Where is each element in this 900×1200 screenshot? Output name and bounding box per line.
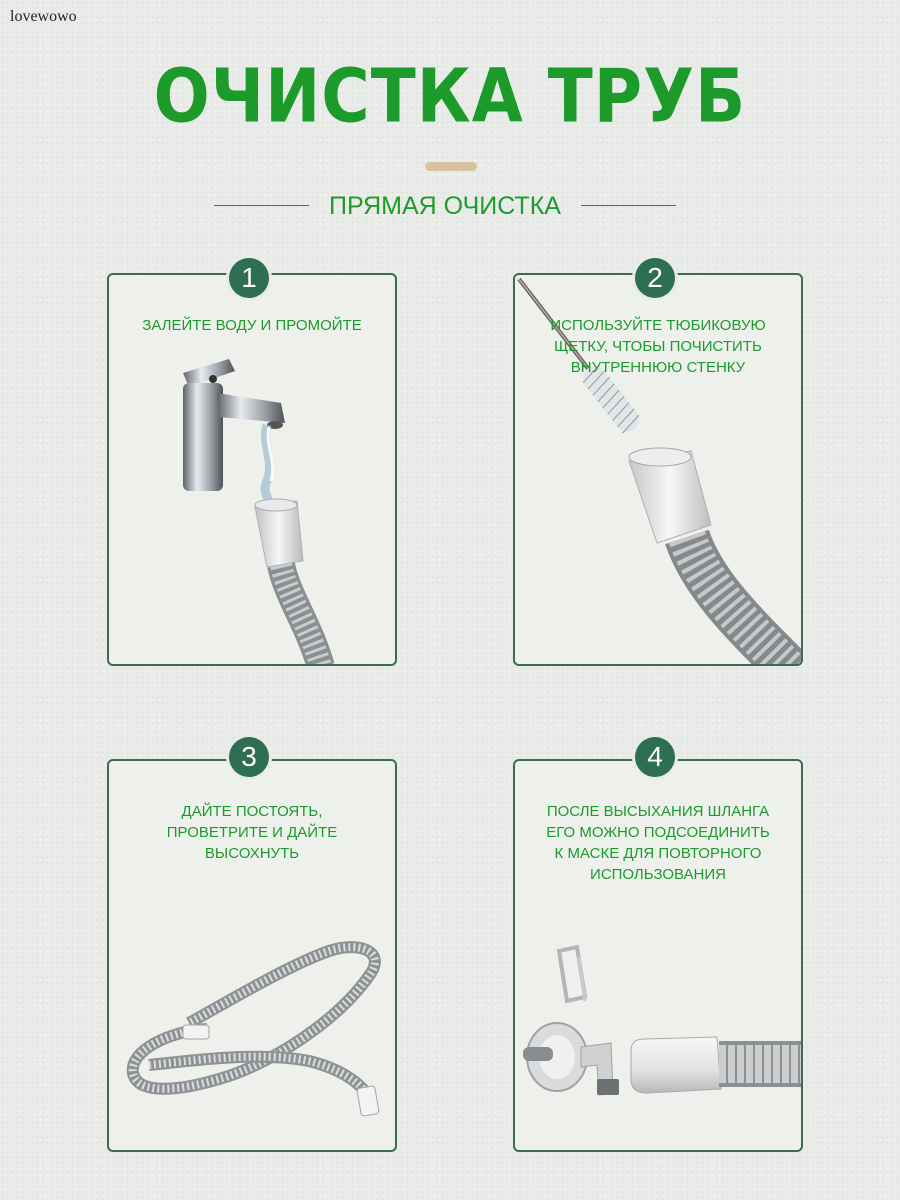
- step-3-text: [109, 801, 395, 864]
- step-1-text-line: ЗАЛЕЙТЕ ВОДУ И ПРОМОЙТЕ: [142, 317, 362, 334]
- subtitle-line-right: [581, 205, 676, 206]
- subtitle-block: [214, 190, 676, 222]
- step-3-text-line: ДАЙТЕ ПОСТОЯТЬ,: [181, 803, 323, 820]
- step-3-card: [107, 759, 397, 1152]
- step-1-text: [109, 315, 395, 336]
- step-1-card: [107, 273, 397, 666]
- step-2-number-badge: 2: [635, 258, 675, 298]
- step-4-card: [513, 759, 803, 1152]
- step-4-text: [515, 801, 801, 885]
- subtitle: ПРЯМАЯ ОЧИСТКА: [329, 192, 561, 220]
- step-4-text-line: ПОСЛЕ ВЫСЫХАНИЯ ШЛАНГА: [546, 803, 770, 820]
- step-2-text-line: ВНУТРЕННЮЮ СТЕНКУ: [570, 359, 746, 376]
- step-3-text-line: ВЫСОХНУТЬ: [204, 845, 300, 862]
- step-4-text-line: ЕГО МОЖНО ПОДСОЕДИНИТЬ: [546, 824, 770, 841]
- step-2-card: [513, 273, 803, 666]
- step-4-text-line: К МАСКЕ ДЛЯ ПОВТОРНОГО: [554, 845, 762, 862]
- step-3-text-line: ПРОВЕТРИТЕ И ДАЙТЕ: [166, 824, 338, 841]
- step-3-number-badge: 3: [229, 737, 269, 777]
- step-1-number-badge: 1: [229, 258, 269, 298]
- step-4-text-line: ИСПОЛЬЗОВАНИЯ: [590, 866, 726, 883]
- title-divider-bar: [425, 162, 477, 171]
- step-2-text: [515, 315, 801, 378]
- step-2-text-line: ЩЕТКУ, ЧТОБЫ ПОЧИСТИТЬ: [554, 338, 762, 355]
- step-4-number-badge: 4: [635, 737, 675, 777]
- page-title: ОЧИСТКА ТРУБ: [153, 53, 747, 140]
- brand-watermark: lovewowo: [10, 8, 77, 25]
- step-2-text-line: ИСПОЛЬЗУЙТЕ ТЮБИКОВУЮ: [550, 317, 766, 334]
